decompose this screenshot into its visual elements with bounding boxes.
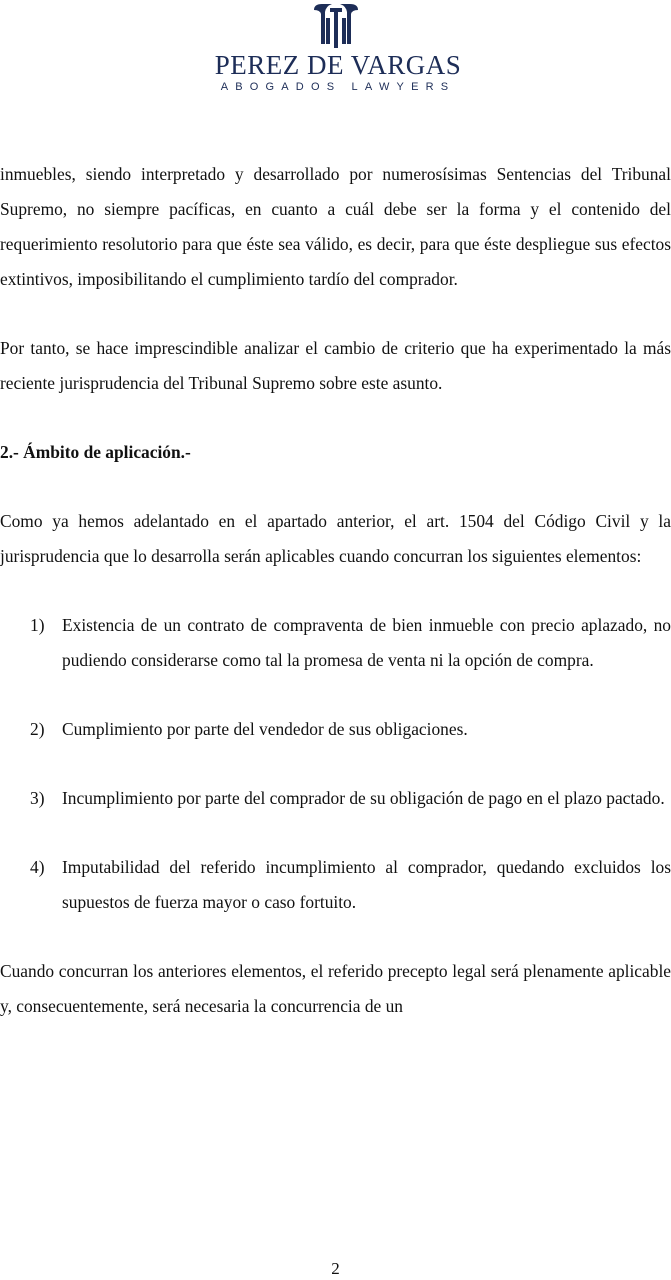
- paragraph: Como ya hemos adelantado en el apartado anterior, el art. 1504 del Código Civil y la jurisprudencia que lo desarrolla serán aplicables cuando concurran los siguientes elementos:: [0, 511, 671, 566]
- list-item-number: 2): [30, 719, 45, 739]
- columns-logo-icon: [312, 4, 360, 50]
- paragraph: inmuebles, siendo interpretado y desarrollado por numerosísimas Sentencias del Tribunal Supremo, no siempre pacíficas, en cuanto a cuál debe ser la forma y el contenido del requerimiento resolutorio para que éste sea válido, es decir, para que éste despliegue sus efectos extintivos, imposibilitando el cumplimiento tardío del comprador.: [0, 164, 671, 289]
- list-item-text: Incumplimiento por parte del comprador de su obligación de pago en el plazo pactado.: [62, 788, 665, 808]
- list-item: [0, 712, 671, 747]
- firm-name: PEREZ DE VARGAS: [214, 50, 462, 80]
- section-heading: 2.- Ámbito de aplicación.-: [0, 442, 191, 462]
- list-item: [0, 608, 671, 678]
- list-item-text: Existencia de un contrato de compraventa de bien inmueble con precio aplazado, no pudiendo considerarse como tal la promesa de venta ni la opción de compra.: [62, 615, 671, 670]
- list-item-number: 1): [30, 615, 45, 635]
- list-item-number: 4): [30, 857, 45, 877]
- document-body: [0, 157, 671, 1024]
- list-item-text: Cumplimiento por parte del vendedor de sus obligaciones.: [62, 719, 468, 739]
- page-number: 2: [331, 1259, 340, 1278]
- list-item: [0, 850, 671, 920]
- firm-subtitle: ABOGADOS LAWYERS: [220, 81, 456, 93]
- requirements-list: [0, 608, 671, 920]
- letterhead: [0, 0, 671, 100]
- list-item: [0, 781, 671, 816]
- paragraph: Cuando concurran los anteriores elementos, el referido precepto legal será plenamente aplicable y, consecuentemente, será necesaria la concurrencia de un: [0, 961, 671, 1016]
- paragraph: Por tanto, se hace imprescindible analizar el cambio de criterio que ha experimentado la más reciente jurisprudencia del Tribunal Supremo sobre este asunto.: [0, 338, 671, 393]
- list-item-number: 3): [30, 788, 45, 808]
- list-item-text: Imputabilidad del referido incumplimiento al comprador, quedando excluidos los supuestos de fuerza mayor o caso fortuito.: [62, 857, 671, 912]
